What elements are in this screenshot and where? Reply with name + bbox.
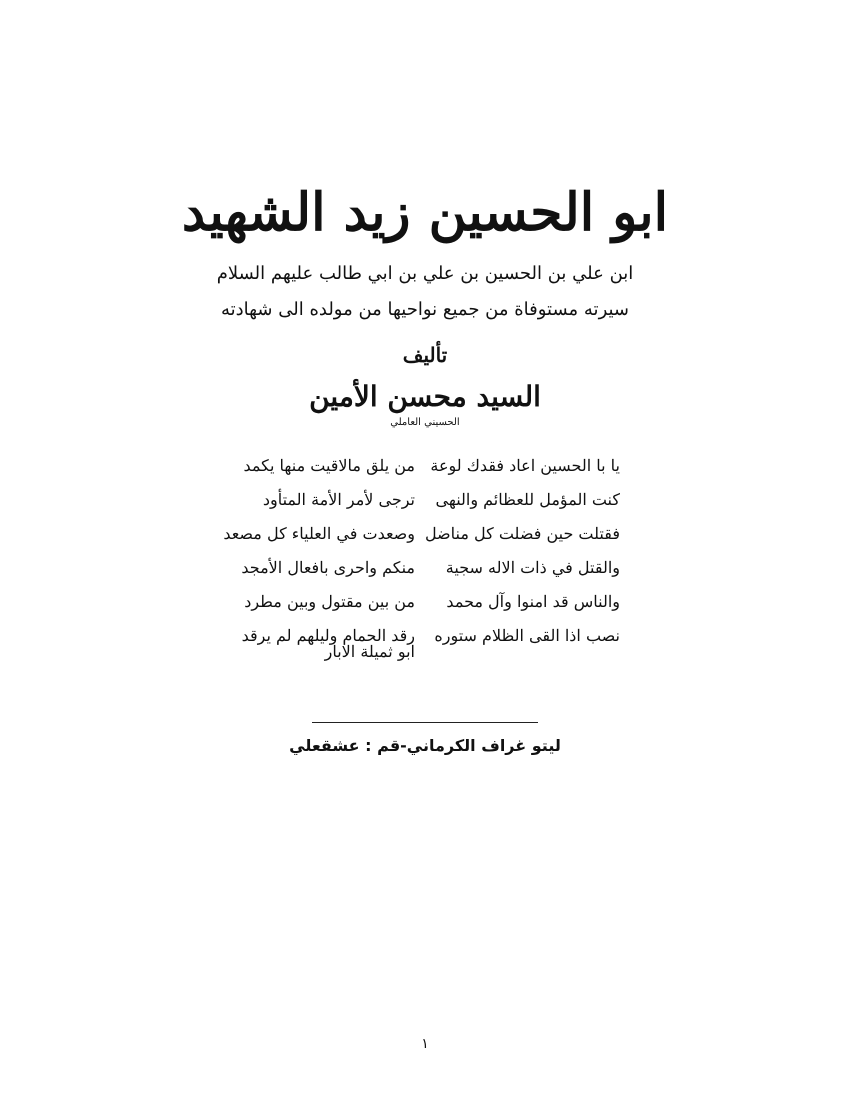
poem-hemistich-second: منكم واحرى بافعال الأمجد: [241, 557, 415, 577]
poem-block: [223, 448, 620, 652]
poem-hemistich-second: وصعدت في العلياء كل مصعد: [223, 523, 415, 543]
poem-hemistich-second: ترجى لأمر الأمة المتأود: [262, 489, 415, 509]
poem-hemistich-first: يا با الحسين اعاد فقدك لوعة: [430, 455, 620, 475]
authorship-label: تأليف: [402, 343, 448, 367]
author-nisba: الحسيني العاملي: [390, 417, 460, 428]
poem-verse: [240, 584, 620, 618]
poem-hemistich-second: رقد الحمام وليلهم لم يرقد: [241, 625, 415, 645]
poem-hemistich-second: من يلق مالاقيت منها يكمد: [243, 455, 415, 475]
book-title: ابو الحسين زيد الشهيد: [181, 182, 669, 243]
author-name: السيد محسن الأمين: [309, 380, 541, 413]
poem-attribution: ابو ثميلة الابار: [324, 642, 415, 661]
poem-hemistich-first: والقتل في ذات الاله سجية: [445, 557, 620, 577]
poem-hemistich-first: فقتلت حين فضلت كل مناضل: [424, 523, 620, 543]
poem-verse: [240, 448, 620, 482]
poem-hemistich-first: والناس قد امنوا وآل محمد: [446, 591, 620, 611]
poem-hemistich-second: من بين مقتول وبين مطرد: [244, 591, 415, 611]
poem-verse: [240, 550, 620, 584]
page-number: ١: [421, 1036, 429, 1052]
divider-line: [312, 722, 538, 723]
poem-verse: [240, 482, 620, 516]
publisher-line: ليتو غراف الكرماني-قم : عشقعلي: [289, 736, 561, 755]
poem-verse: [223, 516, 620, 550]
poem-hemistich-first: نصب اذا القى الظلام ستوره: [434, 625, 620, 645]
poem-hemistich-first: كنت المؤمل للعظائم والنهى: [435, 489, 620, 509]
subtitle-description: سيرته مستوفاة من جميع نواحيها من مولده الى شهادته: [220, 299, 630, 320]
subtitle-lineage: ابن علي بن الحسين بن علي بن ابي طالب عليهم السلام: [216, 263, 634, 284]
